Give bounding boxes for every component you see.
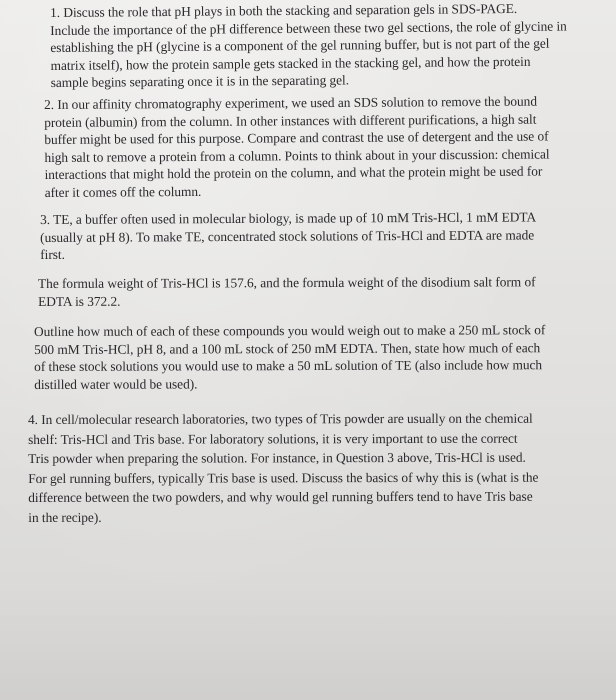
question-4-line: For gel running buffers, typically Tris base is used. Discuss the basics of why this is (what is the xyxy=(28,469,539,486)
question-1-line: matrix itself), how the protein sample gets stacked in the stacking gel, and how the protein xyxy=(50,53,531,73)
question-2-line: after it comes off the column. xyxy=(44,183,202,200)
page-shadow xyxy=(0,580,616,700)
question-3-line: EDTA is 372.2. xyxy=(38,293,121,309)
question-4 xyxy=(28,409,539,528)
question-3-line: The formula weight of Tris-HCl is 157.6, and the formula weight of the disodium salt form of xyxy=(38,274,536,291)
question-3-formula-weights xyxy=(38,273,536,310)
question-1-line: establishing the pH (glycine is a component of the gel running buffer, but is not part of the gel xyxy=(50,35,550,56)
question-2 xyxy=(44,92,550,201)
question-3-line: 3. TE, a buffer often used in molecular biology, is made up of 10 mM Tris-HCl, 1 mM EDTA xyxy=(40,209,537,227)
question-4-line: shelf: Tris-HCl and Tris base. For laboratory solutions, it is very important to use the correct xyxy=(28,430,518,447)
question-3-line: 500 mM Tris-HCl, pH 8, and a 100 mL stock of 250 mM EDTA. Then, state how much of each xyxy=(34,339,541,357)
question-1-line: 1. Discuss the role that pH plays in both the stacking and separation gels in SDS-PAGE. xyxy=(50,0,518,20)
question-3-line: Outline how much of each of these compounds you would weigh out to make a 250 mL stock of xyxy=(34,322,546,339)
question-3-line: (usually at pH 8). To make TE, concentrated stock solutions of Tris-HCl and EDTA are made xyxy=(40,227,535,245)
question-4-line: Tris powder when preparing the solution. For instance, in Question 3 above, Tris-HCl is used. xyxy=(28,449,526,467)
question-3-outline xyxy=(34,321,545,393)
question-4-line: 4. In cell/molecular research laboratories, two types of Tris powder are usually on the chemical xyxy=(28,410,533,427)
question-3-line: distilled water would be used). xyxy=(34,376,198,392)
question-2-line: interactions that might hold the protein on the column, and what the protein might be used for xyxy=(44,163,543,183)
question-1-line: Include the importance of the pH difference between these two gel sections, the role of glycine in xyxy=(50,18,567,38)
question-3-line: of these stock solutions you would use to make a 50 mL solution of TE (also include how much xyxy=(34,357,543,375)
question-4-line: in the recipe). xyxy=(28,509,102,525)
question-2-line: buffer might be used for this purpose. Compare and contrast the use of detergent and the use of xyxy=(44,128,549,148)
question-4-line: difference between the two powders, and why would gel running buffers tend to have Tris base xyxy=(28,489,533,506)
question-3-intro xyxy=(40,208,536,263)
question-2-line: 2. In our affinity chromatography experiment, we used an SDS solution to remove the bound xyxy=(44,93,537,112)
question-1-line: sample begins separating once it is in the separating gel. xyxy=(50,72,350,91)
question-2-line: high salt to remove a protein from a column. Points to think about in your discussion: chemical xyxy=(44,146,550,165)
question-1 xyxy=(50,0,567,92)
question-2-line: protein (albumin) from the column. In other instances with different purifications, a high salt xyxy=(44,111,537,130)
question-3-line: first. xyxy=(40,247,65,263)
